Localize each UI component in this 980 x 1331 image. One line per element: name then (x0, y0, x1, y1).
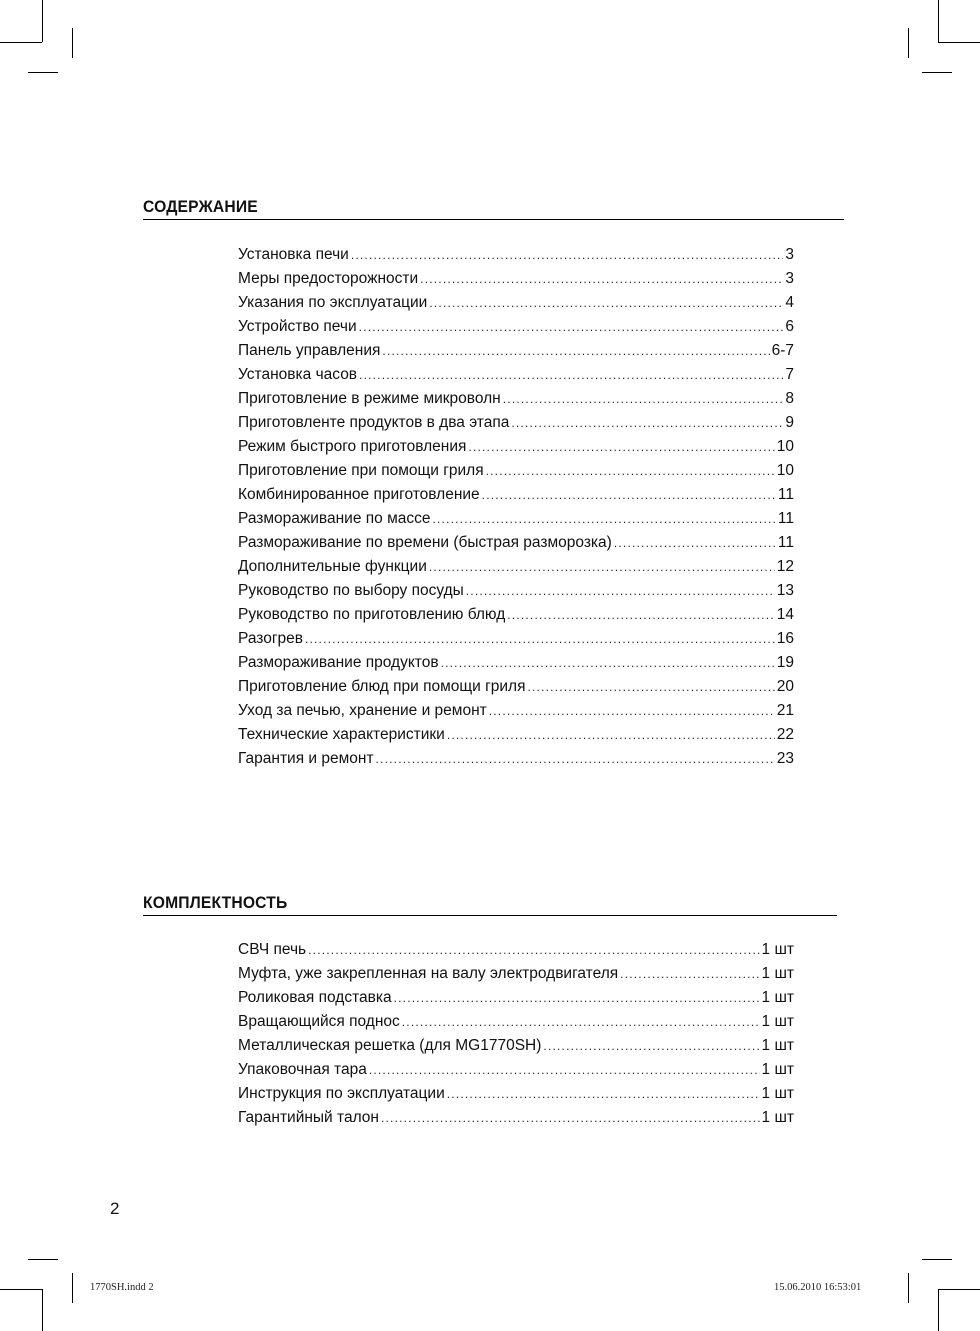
kit-leader-dots (381, 1111, 760, 1125)
toc-item-label: Размораживание по времени (быстрая разморозка) (238, 534, 612, 551)
toc-item[interactable] (238, 558, 794, 582)
toc-leader-dots (441, 656, 775, 670)
toc-leader-dots (482, 488, 776, 502)
kit-title: КОМПЛЕКТНОСТЬ (143, 893, 288, 912)
toc-item-label: Дополнительные функции (238, 558, 427, 575)
toc-leader-dots (468, 440, 774, 454)
toc-item-page: 4 (785, 294, 794, 311)
crop-mark (28, 1259, 58, 1260)
toc-item-label: Приготовление в режиме микроволн (238, 390, 501, 407)
toc-leader-dots (466, 584, 775, 598)
toc-item[interactable] (238, 606, 794, 630)
toc-item-label: Руководство по выбору посуды (238, 582, 464, 599)
toc-item[interactable] (238, 534, 794, 558)
toc-item-page: 13 (776, 582, 794, 599)
toc-leader-dots (447, 728, 775, 742)
toc-item[interactable] (238, 486, 794, 510)
toc-item[interactable] (238, 390, 794, 414)
kit-item-label: Муфта, уже закрепленная на валу электродвигателя (238, 965, 619, 982)
toc-item-label: Указания по эксплуатации (238, 294, 428, 311)
kit-item (238, 1085, 794, 1109)
crop-mark (938, 1289, 939, 1331)
toc-leader-dots (489, 704, 775, 718)
crop-mark (0, 1289, 42, 1290)
page-number: 2 (110, 1199, 120, 1218)
toc-leader-dots (382, 344, 769, 358)
toc-item[interactable] (238, 414, 794, 438)
kit-item-qty: 1 шт (761, 1085, 794, 1102)
toc-leader-dots (305, 632, 775, 646)
crop-mark (0, 42, 42, 43)
toc-item-page: 19 (776, 654, 794, 671)
crop-mark (908, 1273, 909, 1303)
toc-item-page: 11 (777, 534, 794, 551)
toc-item[interactable] (238, 318, 794, 342)
kit-leader-dots (447, 1087, 760, 1101)
kit-item (238, 965, 794, 989)
kit-title-underline (143, 915, 837, 916)
kit-item-label: Металлическая решетка (для MG1770SH) (238, 1037, 542, 1054)
crop-mark (922, 72, 952, 73)
crop-mark (42, 1289, 43, 1331)
toc-item[interactable] (238, 510, 794, 534)
toc-item-page: 9 (785, 414, 794, 431)
toc-item-label: Панель управления (238, 342, 381, 359)
toc-item-label: Приготовление блюд при помощи гриля (238, 678, 526, 695)
toc-item[interactable] (238, 726, 794, 750)
kit-item-label: СВЧ печь (238, 941, 307, 958)
crop-mark (908, 28, 909, 58)
toc-item-label: Размораживание продуктов (238, 654, 439, 671)
kit-item-qty: 1 шт (761, 989, 794, 1006)
kit-leader-dots (308, 943, 759, 957)
toc-item[interactable] (238, 654, 794, 678)
toc-item-page: 16 (776, 630, 794, 647)
toc-item-label: Технические характеристики (238, 726, 445, 743)
toc-item-page: 6 (785, 318, 794, 335)
toc-leader-dots (486, 464, 775, 478)
toc-item-label: Меры предосторожности (238, 270, 419, 287)
toc-item-label: Установка часов (238, 366, 358, 383)
kit-item-qty: 1 шт (761, 1061, 794, 1078)
kit-list (238, 941, 794, 1133)
kit-item-label: Инструкция по эксплуатации (238, 1085, 445, 1102)
kit-item-label: Упаковочная тара (238, 1061, 367, 1078)
toc-item[interactable] (238, 678, 794, 702)
toc-item[interactable] (238, 462, 794, 486)
toc-list (238, 246, 794, 774)
toc-item-page: 21 (776, 702, 794, 719)
kit-leader-dots (394, 991, 760, 1005)
toc-leader-dots (351, 248, 784, 262)
crop-mark (72, 28, 73, 58)
toc-leader-dots (376, 752, 775, 766)
file-slug: 1770SH.indd 2 (90, 1282, 154, 1293)
kit-item-label: Роликовая подставка (238, 989, 392, 1006)
kit-item (238, 1013, 794, 1037)
toc-item[interactable] (238, 342, 794, 366)
toc-leader-dots (614, 536, 776, 550)
toc-item[interactable] (238, 366, 794, 390)
kit-item (238, 989, 794, 1013)
toc-leader-dots (432, 512, 775, 526)
toc-leader-dots (420, 272, 783, 286)
toc-item[interactable] (238, 702, 794, 726)
toc-leader-dots (359, 320, 784, 334)
kit-item (238, 1109, 794, 1133)
toc-item-page: 23 (776, 750, 794, 767)
kit-item (238, 1037, 794, 1061)
toc-item-label: Разогрев (238, 630, 303, 647)
toc-item-label: Размораживание по массе (238, 510, 431, 527)
date-slug: 15.06.2010 16:53:01 (774, 1282, 862, 1293)
toc-item-label: Установка печи (238, 246, 349, 263)
toc-item-label: Руководство по приготовлению блюд (238, 606, 506, 623)
crop-mark (938, 0, 939, 42)
kit-item (238, 941, 794, 965)
toc-item-page: 8 (785, 390, 794, 407)
kit-leader-dots (369, 1063, 760, 1077)
toc-item-label: Приготовленте продуктов в два этапа (238, 414, 510, 431)
toc-title-underline (143, 219, 844, 220)
toc-item-label: Гарантия и ремонт (238, 750, 374, 767)
toc-leader-dots (359, 368, 783, 382)
toc-item[interactable] (238, 630, 794, 654)
toc-item-label: Комбинированное приготовление (238, 486, 480, 503)
toc-item[interactable] (238, 582, 794, 606)
kit-item-label: Гарантийный талон (238, 1109, 379, 1126)
toc-item-page: 3 (785, 270, 794, 287)
toc-item-page: 22 (776, 726, 794, 743)
kit-item-qty: 1 шт (761, 1109, 794, 1126)
toc-title: СОДЕРЖАНИЕ (143, 197, 258, 216)
kit-leader-dots (543, 1039, 759, 1053)
kit-item-label: Вращающийся поднос (238, 1013, 400, 1030)
toc-leader-dots (429, 560, 775, 574)
toc-item-page: 11 (777, 486, 794, 503)
toc-item-page: 10 (776, 438, 794, 455)
crop-mark (72, 1273, 73, 1303)
kit-item-qty: 1 шт (761, 1013, 794, 1030)
toc-item-page: 6-7 (771, 342, 794, 359)
toc-item-label: Режим быстрого приготовления (238, 438, 467, 455)
toc-item-page: 3 (785, 246, 794, 263)
crop-mark (938, 42, 980, 43)
toc-item[interactable] (238, 294, 794, 318)
toc-item-page: 12 (776, 558, 794, 575)
toc-item-label: Устройство печи (238, 318, 357, 335)
kit-item-qty: 1 шт (761, 941, 794, 958)
kit-item-qty: 1 шт (761, 965, 794, 982)
toc-item-page: 10 (776, 462, 794, 479)
toc-leader-dots (429, 296, 783, 310)
toc-item[interactable] (238, 438, 794, 462)
kit-item (238, 1061, 794, 1085)
crop-mark (28, 72, 58, 73)
toc-item[interactable] (238, 270, 794, 294)
toc-item-label: Приготовление при помощи гриля (238, 462, 484, 479)
toc-item-label: Уход за печью, хранение и ремонт (238, 702, 487, 719)
toc-item[interactable] (238, 246, 794, 270)
crop-mark (922, 1259, 952, 1260)
toc-leader-dots (511, 416, 783, 430)
crop-mark (938, 1289, 980, 1290)
kit-leader-dots (402, 1015, 760, 1029)
toc-leader-dots (527, 680, 774, 694)
toc-item-page: 14 (776, 606, 794, 623)
toc-item-page: 20 (776, 678, 794, 695)
toc-leader-dots (503, 392, 784, 406)
crop-mark (42, 0, 43, 42)
kit-leader-dots (620, 967, 759, 981)
toc-item[interactable] (238, 750, 794, 774)
toc-item-page: 7 (785, 366, 794, 383)
toc-item-page: 11 (777, 510, 794, 527)
kit-item-qty: 1 шт (761, 1037, 794, 1054)
toc-leader-dots (507, 608, 774, 622)
